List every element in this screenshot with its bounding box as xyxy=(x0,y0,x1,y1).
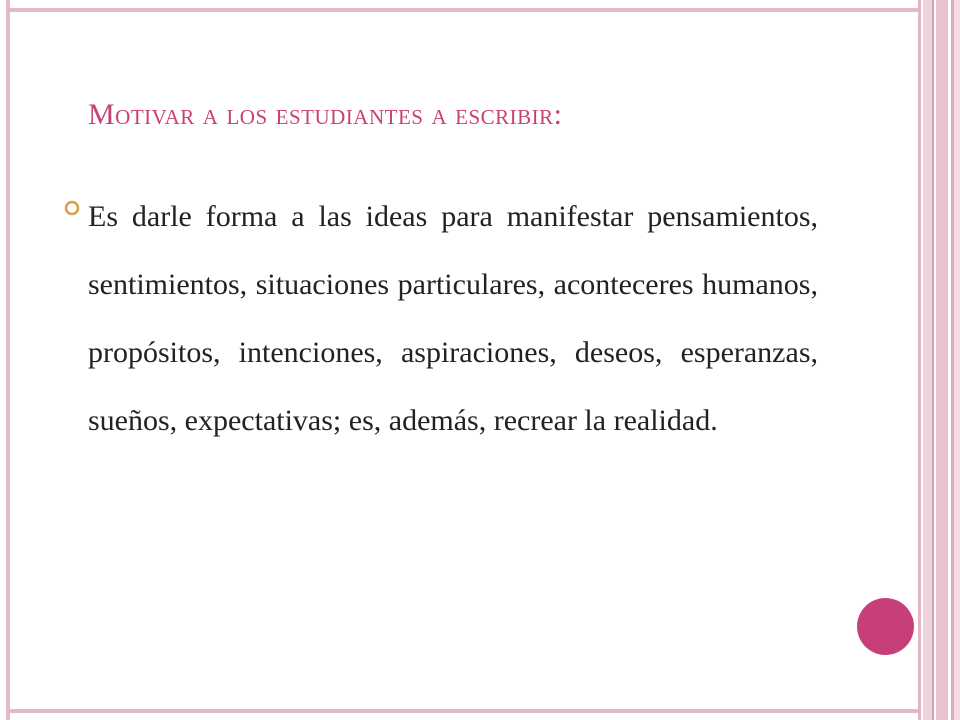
slide-body-text: Es darle forma a las ideas para manifestar pensamientos, sentimientos, situaciones particulares, aconteceres humanos, propósitos, intenciones, aspiraciones, deseos, esperanzas, sueños, expectativas; es, además, recrear la realidad. xyxy=(88,200,818,437)
right-decorative-band xyxy=(918,0,960,720)
frame-top-border xyxy=(6,8,920,12)
frame-bottom-border xyxy=(6,709,920,713)
ring-bullet-icon xyxy=(63,199,81,217)
frame-left-border xyxy=(6,0,10,720)
slide-title: Motivar a los estudiantes a escribir: xyxy=(88,98,563,131)
accent-circle xyxy=(857,598,914,655)
